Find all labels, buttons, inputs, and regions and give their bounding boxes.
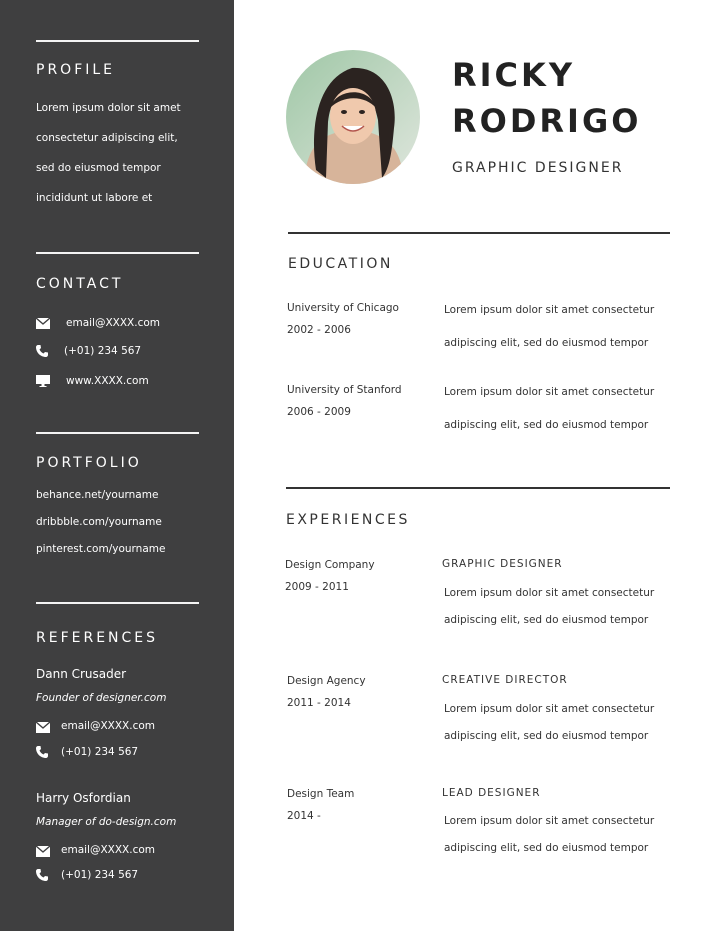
reference-name: Harry Osfordian: [36, 791, 131, 805]
phone-icon: [36, 869, 50, 881]
reference-role: Founder of designer.com: [36, 692, 167, 704]
experience-company: Design Company: [285, 559, 375, 571]
description-line: adipiscing elit, sed do eiusmod tempor: [444, 730, 649, 742]
reference-name: Dann Crusader: [36, 667, 127, 681]
experience-description: [444, 808, 674, 862]
education-school: University of Chicago: [287, 302, 399, 314]
education-school: University of Stanford: [287, 384, 402, 396]
education-description: [444, 294, 674, 360]
profile-line: consectetur adipiscing elit,: [36, 132, 178, 144]
reference-role: Manager of do-design.com: [36, 816, 177, 828]
education-description: [444, 376, 674, 442]
description-line: Lorem ipsum dolor sit amet consectetur: [444, 304, 655, 316]
experience-years: 2014 -: [287, 810, 321, 822]
contact-phone: (+01) 234 567: [64, 345, 142, 357]
experience-company: Design Team: [287, 788, 355, 800]
experience-description: [444, 580, 674, 634]
experience-years: 2009 - 2011: [285, 581, 349, 593]
sidebar-divider: [36, 40, 199, 42]
name-last: RODRIGO: [452, 102, 642, 140]
reference-email[interactable]: email@XXXX.com: [61, 844, 155, 856]
experience-years: 2011 - 2014: [287, 697, 351, 709]
description-line: Lorem ipsum dolor sit amet consectetur: [444, 703, 655, 715]
sidebar-divider: [36, 252, 199, 254]
profile-line: Lorem ipsum dolor sit amet: [36, 102, 181, 114]
contact-website[interactable]: www.XXXX.com: [66, 375, 149, 387]
education-years: 2002 - 2006: [287, 324, 351, 336]
experience-role: CREATIVE DIRECTOR: [442, 674, 568, 686]
experiences-heading: EXPERIENCES: [286, 512, 410, 528]
description-line: Lorem ipsum dolor sit amet consectetur: [444, 815, 655, 827]
contact-heading: CONTACT: [36, 276, 124, 292]
contact-email[interactable]: email@XXXX.com: [66, 317, 160, 329]
description-line: adipiscing elit, sed do eiusmod tempor: [444, 614, 649, 626]
envelope-icon: [36, 722, 50, 734]
description-line: Lorem ipsum dolor sit amet consectetur: [444, 386, 655, 398]
references-heading: REFERENCES: [36, 630, 159, 646]
portfolio-heading: PORTFOLIO: [36, 455, 142, 471]
phone-icon: [36, 746, 50, 758]
description-line: adipiscing elit, sed do eiusmod tempor: [444, 419, 649, 431]
section-divider: [288, 232, 670, 234]
description-line: adipiscing elit, sed do eiusmod tempor: [444, 337, 649, 349]
sidebar: [0, 0, 234, 931]
profile-line: incididunt ut labore et: [36, 192, 153, 204]
experience-role: GRAPHIC DESIGNER: [442, 558, 563, 570]
section-divider: [286, 487, 670, 489]
sidebar-divider: [36, 602, 199, 604]
portfolio-link[interactable]: behance.net/yourname: [36, 489, 159, 501]
name-first: RICKY: [452, 56, 575, 94]
phone-icon: [36, 345, 50, 357]
envelope-icon: [36, 318, 50, 330]
reference-phone: (+01) 234 567: [61, 869, 139, 881]
sidebar-divider: [36, 432, 199, 434]
monitor-icon: [36, 375, 50, 387]
portfolio-link[interactable]: pinterest.com/yourname: [36, 543, 166, 555]
experience-role: LEAD DESIGNER: [442, 787, 541, 799]
description-line: adipiscing elit, sed do eiusmod tempor: [444, 842, 649, 854]
profile-line: sed do eiusmod tempor: [36, 162, 161, 174]
portfolio-link[interactable]: dribbble.com/yourname: [36, 516, 162, 528]
job-title: GRAPHIC DESIGNER: [452, 160, 624, 176]
experience-company: Design Agency: [287, 675, 366, 687]
profile-heading: PROFILE: [36, 62, 116, 78]
envelope-icon: [36, 846, 50, 858]
education-years: 2006 - 2009: [287, 406, 351, 418]
reference-phone: (+01) 234 567: [61, 746, 139, 758]
reference-email[interactable]: email@XXXX.com: [61, 720, 155, 732]
profile-photo: [286, 50, 420, 184]
experience-description: [444, 696, 674, 750]
description-line: Lorem ipsum dolor sit amet consectetur: [444, 587, 655, 599]
education-heading: EDUCATION: [288, 256, 393, 272]
